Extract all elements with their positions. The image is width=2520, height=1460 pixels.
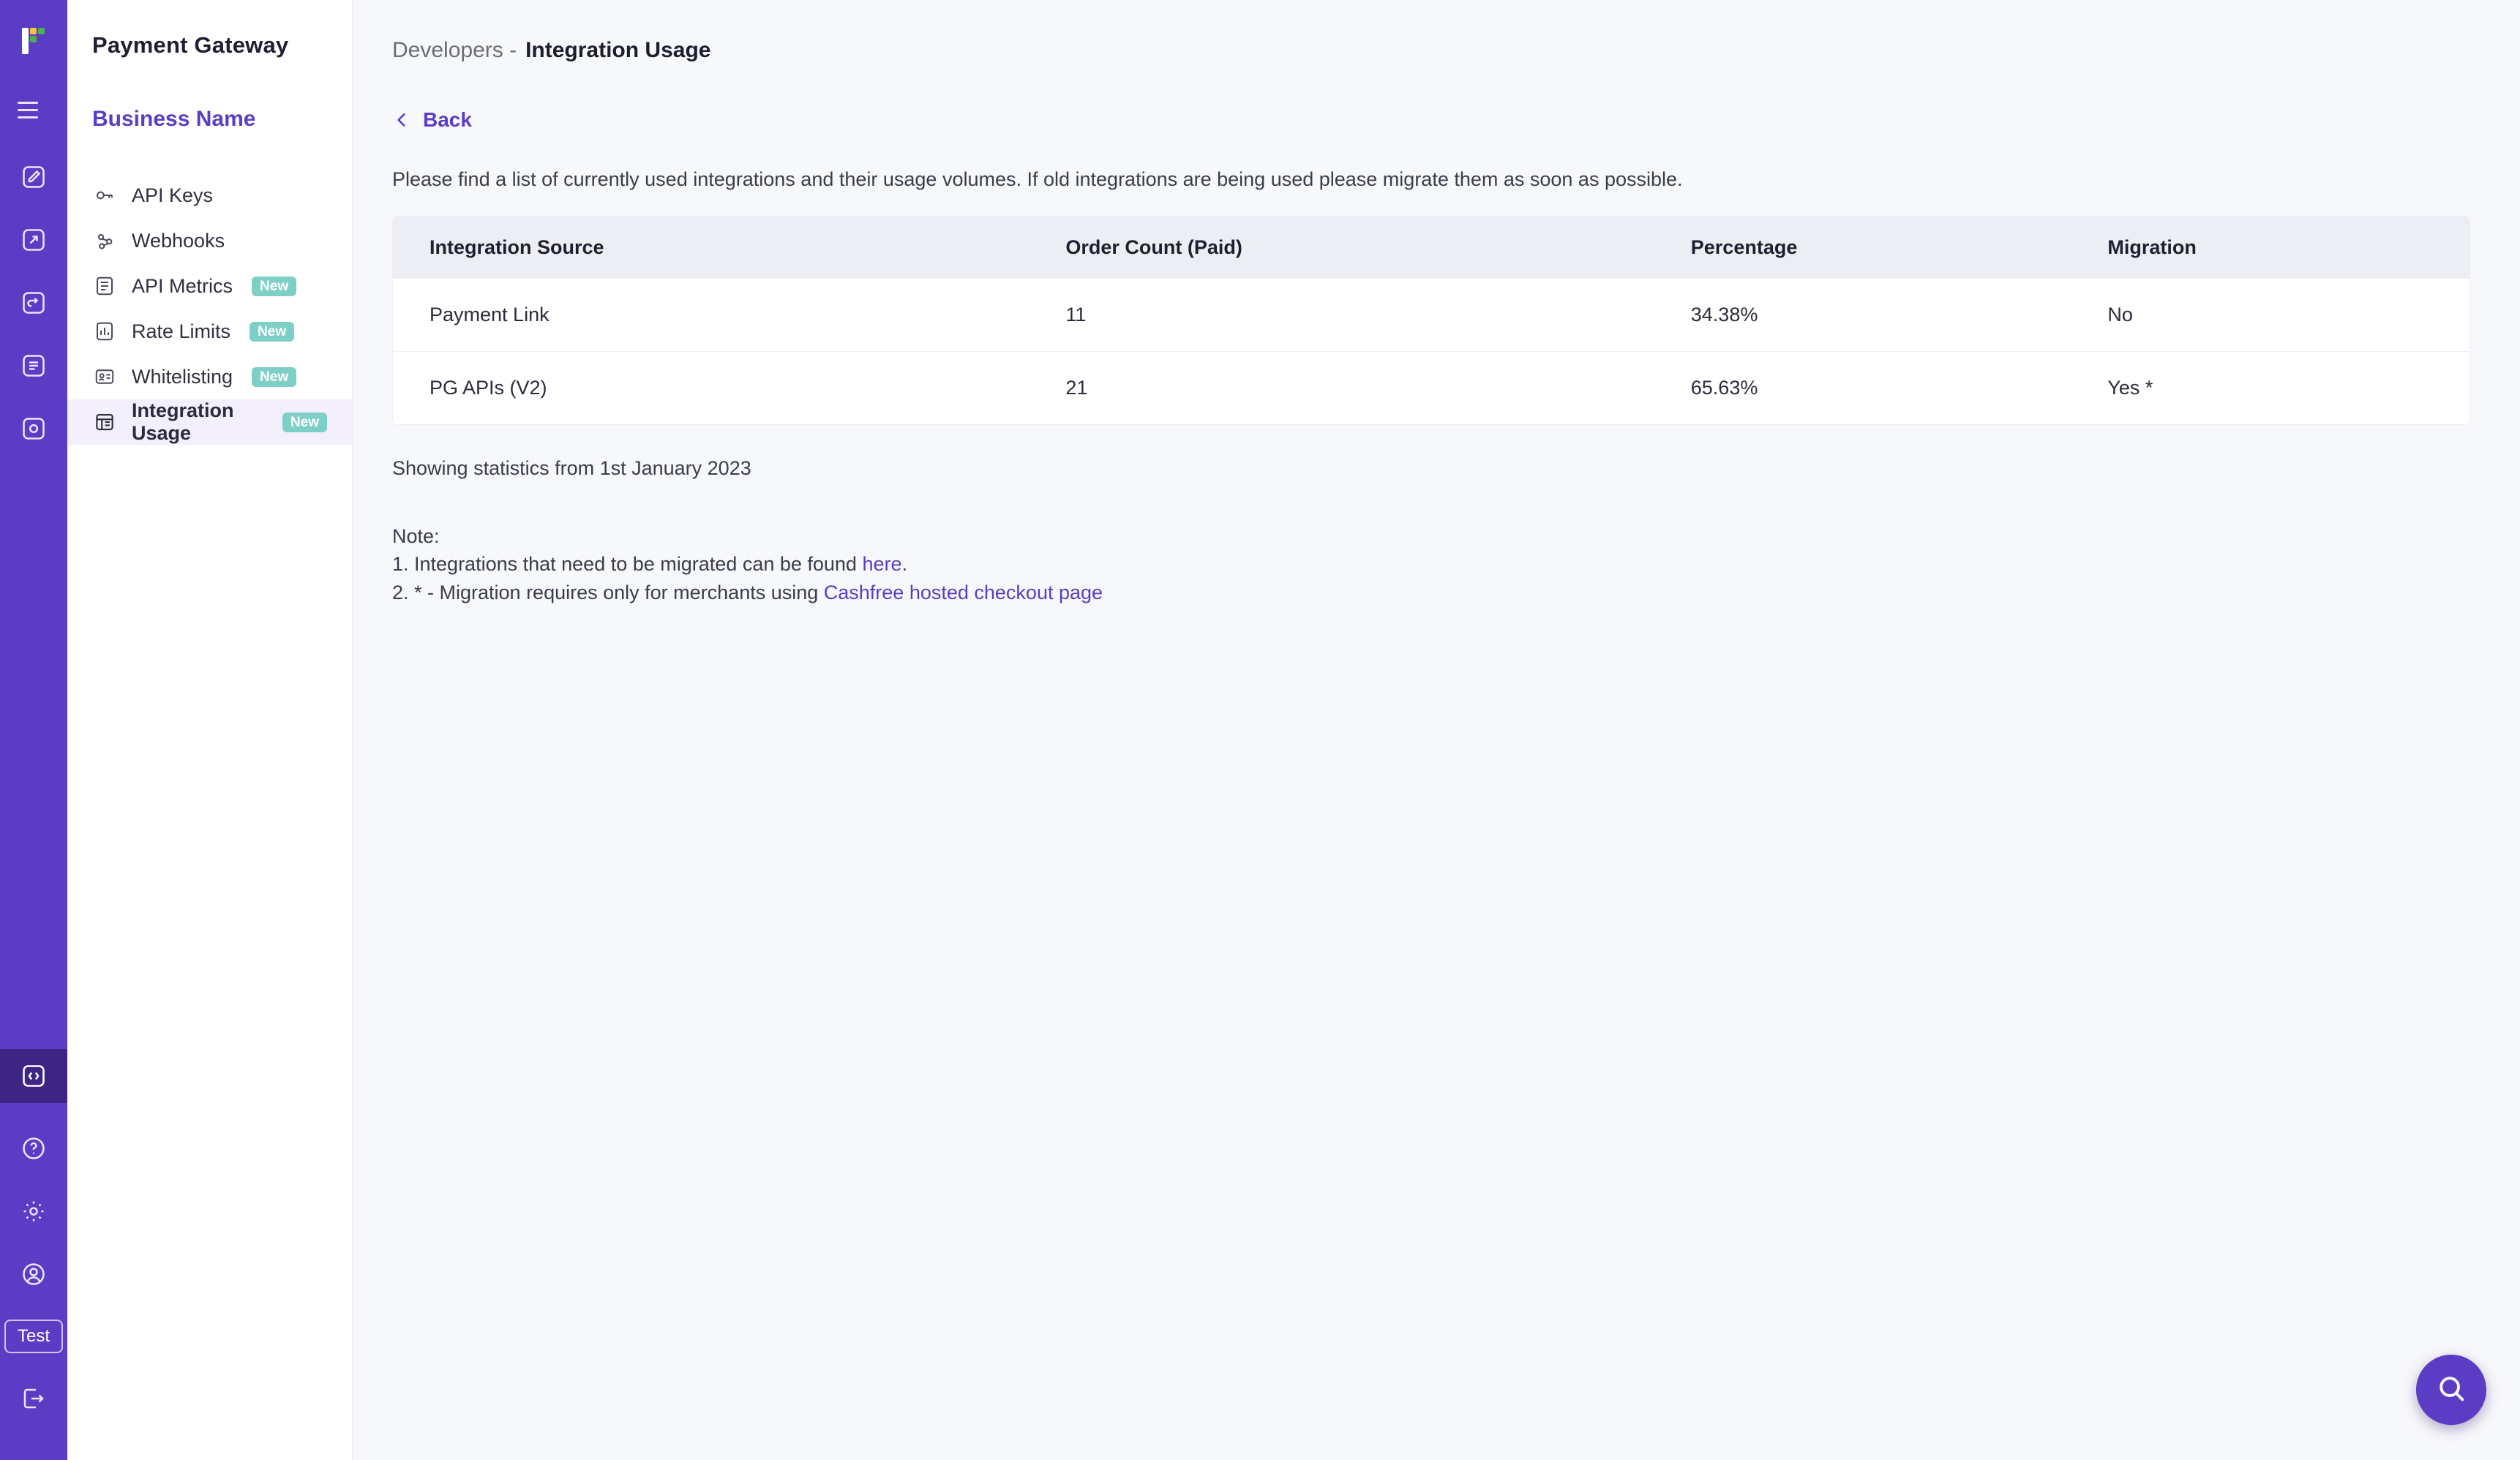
intro-text: Please find a list of currently used integrations and their usage volumes. If old integrations are being used please migrate them as soon as possible. [392,168,1683,190]
help-search-fab[interactable] [2416,1355,2486,1425]
icon-rail [0,0,67,1460]
chevron-left-icon [392,108,411,132]
back-button[interactable] [392,108,472,132]
sidebar-nav [67,173,352,445]
cashfree-hosted-checkout-link[interactable]: Cashfree hosted checkout page [823,581,1103,603]
refunds-icon[interactable] [16,285,51,320]
secondary-sidebar [67,0,353,1460]
key-icon [92,183,117,208]
new-badge: New [252,367,296,387]
integration-usage-table [392,216,2470,425]
rail-top-icons [0,159,67,446]
sidebar-item-api-keys[interactable] [67,173,352,218]
business-name[interactable]: Business Name [92,107,256,131]
here-link[interactable]: here [862,553,902,576]
sidebar-item-integration-usage[interactable] [67,399,352,445]
table-row [393,351,2470,424]
developers-icon[interactable] [0,1049,67,1103]
cell-percentage: 65.63% [1690,377,1758,399]
sidebar-item-rate-limits[interactable] [67,309,352,354]
column-header-order-count: Order Count (Paid) [1065,236,1242,258]
hamburger-menu-icon[interactable] [18,94,50,126]
help-search-icon [2434,1371,2468,1409]
cell-percentage: 34.38% [1690,304,1758,326]
column-header-migration: Migration [2107,236,2197,258]
note-line-1-suffix: . [901,553,908,576]
note-heading: Note: [392,525,440,547]
back-label: Back [423,108,472,131]
breadcrumb-current: Integration Usage [525,38,711,62]
cashfree-logo-icon[interactable] [18,25,50,57]
sidebar-item-api-metrics[interactable] [67,263,352,309]
cell-order-count: 21 [1065,377,1088,399]
settings-gear-icon[interactable] [16,1194,51,1229]
note-line-2-text: 2. * - Migration requires only for merchants using [392,581,824,603]
reports-icon[interactable] [16,411,51,446]
integration-usage-icon [92,410,117,434]
sidebar-title: Payment Gateway [92,32,289,58]
webhook-icon [92,228,117,253]
cell-migration: No [2107,304,2133,326]
sidebar-item-label: Integration Usage [132,399,234,444]
sidebar-item-whitelisting[interactable] [67,354,352,399]
rate-limit-icon [92,319,117,344]
note-line-2 [392,579,2480,606]
sidebar-item-webhooks[interactable] [67,218,352,263]
table-row [393,278,2470,351]
logout-icon[interactable] [16,1381,51,1416]
sidebar-item-label: Rate Limits [132,320,231,342]
main-content [353,0,2520,1460]
cell-integration-source: Payment Link [430,304,550,326]
edit-square-icon[interactable] [16,159,51,195]
sidebar-item-label: API Metrics [132,274,233,297]
column-header-integration-source: Integration Source [430,236,604,258]
sidebar-item-label: API Keys [132,184,214,206]
account-user-icon[interactable] [16,1257,51,1292]
whitelisting-icon [92,364,117,389]
payouts-arrow-icon[interactable] [16,222,51,257]
breadcrumb [392,38,2480,63]
metrics-list-icon [92,274,117,298]
rail-bottom-icons [0,1049,67,1460]
breadcrumb-parent[interactable]: Developers - [392,38,517,62]
note-line-1 [392,550,2480,578]
new-badge: New [250,322,294,342]
help-circle-icon[interactable] [16,1131,51,1166]
cell-order-count: 11 [1065,304,1087,326]
note-block [392,522,2480,606]
sidebar-item-label: Whitelisting [132,365,233,388]
cell-migration: Yes * [2107,377,2153,399]
note-line-1-text: 1. Integrations that need to be migrated can be found [392,553,863,576]
column-header-percentage: Percentage [1690,236,1798,258]
sidebar-item-label: Webhooks [132,229,225,252]
table-header-row [393,217,2470,278]
new-badge: New [252,276,296,296]
cell-integration-source: PG APIs (V2) [430,377,547,399]
settlements-icon[interactable] [16,348,51,383]
mode-badge-test[interactable]: Test [4,1320,63,1353]
new-badge: New [282,413,327,432]
showing-statistics-text: Showing statistics from 1st January 2023 [392,457,751,479]
